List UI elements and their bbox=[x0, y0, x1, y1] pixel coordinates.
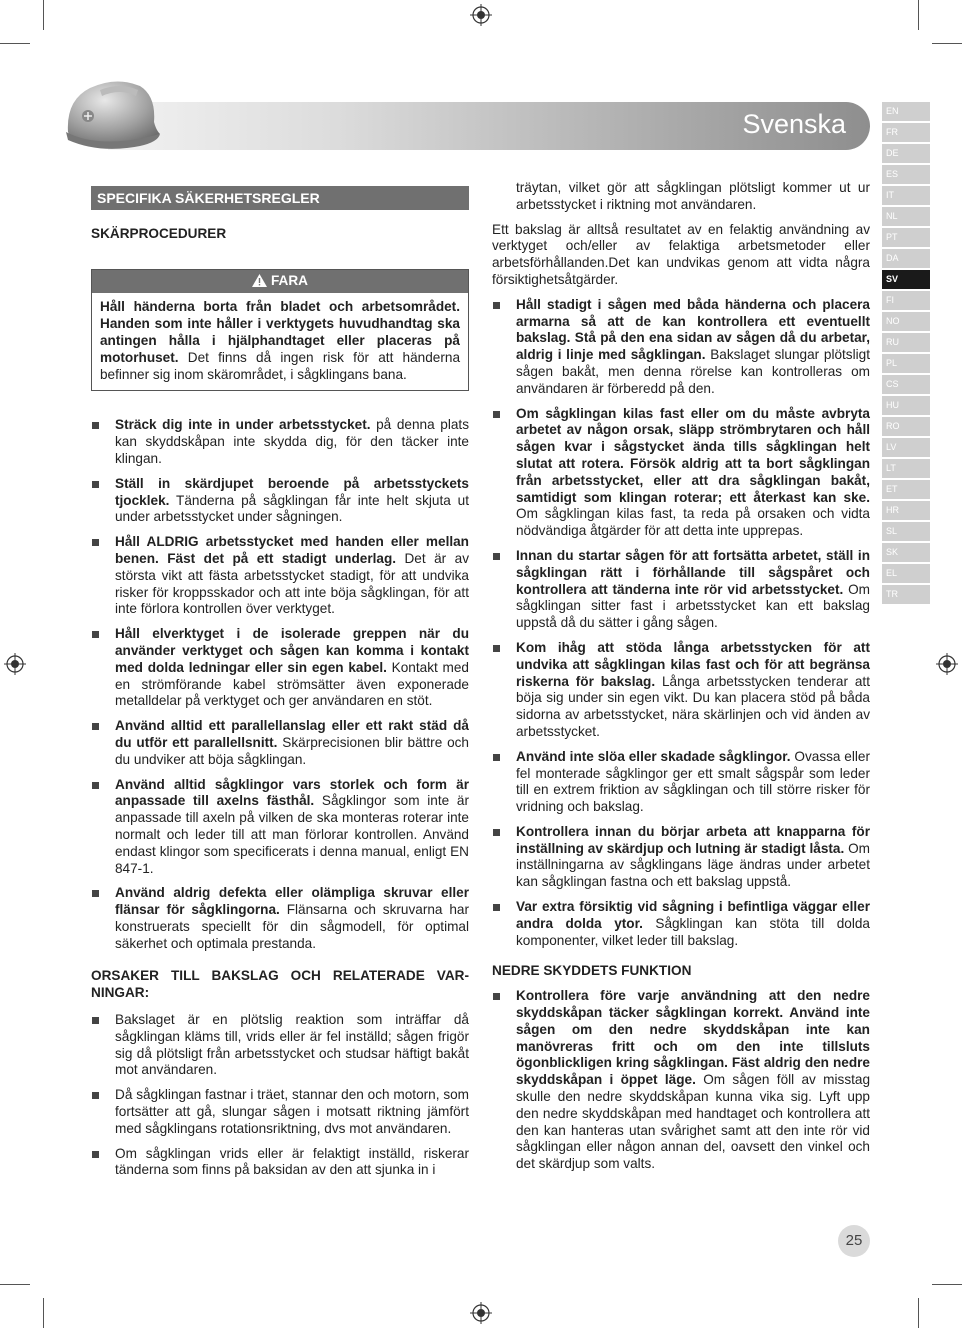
list-item-bold: Håll stadigt i sågen med båda händerna och placera armarna så att de kan kontrollera ett eventuellt bakslag. Stå på den ena sidan av sågen då du arbetar, aldrig i linje med sågklingan. bbox=[516, 296, 870, 363]
language-tab-de[interactable]: DE bbox=[882, 144, 930, 163]
list-item-text: Bakslaget slungar plötsligt sågen bakåt, men denna rörelse kan kontrolleras om användaren är förberedd på den. bbox=[516, 347, 870, 396]
list-item: träytan, vilket gör att sågklingan plötsligt kommer ut ur arbetsstycket i riktning mot användaren. bbox=[516, 180, 870, 212]
subheading-cutting-procedures: SKÄRPROCEDURER bbox=[91, 225, 227, 241]
language-tab-cs[interactable]: CS bbox=[882, 375, 930, 394]
list-item bbox=[91, 534, 469, 618]
left-bullet-list bbox=[91, 417, 469, 952]
language-tab-fi[interactable]: FI bbox=[882, 291, 930, 310]
list-item: Då sågklingan fastnar i träet, stannar den och motorn, som fortsätter att gå, slungar sågen i motsatt riktning jämfört med sågklingans rotationsriktning, dvs mot användaren. bbox=[91, 1087, 469, 1137]
list-item bbox=[492, 988, 870, 1173]
crop-mark bbox=[918, 0, 919, 30]
language-tab-el[interactable]: EL bbox=[882, 564, 930, 583]
list-item bbox=[492, 406, 870, 540]
danger-box bbox=[91, 269, 469, 392]
helmet-icon bbox=[60, 70, 164, 156]
list-item-text: Om inställningarna av sågklingans läge ändras under arbetet kan sågklingan fastna och ett bakslag uppstå. bbox=[516, 840, 870, 890]
list-item-bold: Sträck dig inte in under arbetsstycket. bbox=[115, 417, 371, 433]
list-item-text: Om sågklingan kilas fast, ta reda på orsaken och vidta nödvändiga åtgärder för att detta inte upprepas. bbox=[516, 506, 870, 539]
language-tab-pt[interactable]: PT bbox=[882, 228, 930, 247]
list-item-text: Sågklingor som inte är anpassade till axeln på vilken de ska monteras roterar inte normalt och leder till att man förlorar kontrollen. Använd endast klingor som specificerats i denna manual, enligt EN 847-1. bbox=[115, 793, 469, 876]
subheading-lower-guard: NEDRE SKYDDETS FUNKTION bbox=[492, 963, 692, 979]
registration-mark-icon bbox=[470, 4, 492, 26]
list-item bbox=[492, 640, 870, 741]
right-column bbox=[492, 180, 870, 1181]
language-tab-da[interactable]: DA bbox=[882, 249, 930, 268]
crop-mark bbox=[932, 1284, 962, 1285]
language-tab-it[interactable]: IT bbox=[882, 186, 930, 205]
language-tab-hr[interactable]: HR bbox=[882, 501, 930, 520]
crop-mark bbox=[43, 1298, 44, 1328]
danger-text bbox=[92, 293, 468, 390]
registration-mark-icon bbox=[936, 653, 958, 675]
crop-mark bbox=[0, 1284, 30, 1285]
language-tab-es[interactable]: ES bbox=[882, 165, 930, 184]
subheading-kickback: ORSAKER TILL BAKSLAG OCH RELATERADE VAR-NINGAR: bbox=[91, 968, 469, 1001]
right-bullet-list bbox=[492, 297, 870, 950]
list-item-bold: Använd aldrig defekta eller olämpliga skruvar eller flänsar för sågklingorna. bbox=[115, 885, 469, 918]
list-item bbox=[91, 718, 469, 768]
list-item-bold: Om sågklingan kilas fast eller om du måste avbryta arbetet av någon orsak, släpp strömbrytaren och håll sågen kvar i sågstycket ända tills sågklingan helt slutat att rotera. Försök aldrig att ta bort sågklingan från arbetsstycket, eller att dra sågklingan bakåt, samtidigt som klingan roterar; ett återkast kan ske. bbox=[516, 405, 870, 505]
list-item-bold: Kom ihåg att stöda långa arbetsstycken för att undvika att sågklingan kilas fast och för att begränsa riskerna för bakslag. bbox=[516, 639, 870, 689]
list-item-bold: Håll ALDRIG arbetsstycket med handen eller mellan benen. Fäst det på ett stadigt underlag. bbox=[115, 534, 469, 566]
list-item-bold: Håll elverktyget i de isolerade greppen när du använder verktyget och sågen kan komma i kontakt med dolda ledningar eller sin egen kabel. bbox=[115, 626, 469, 675]
list-item-text: Om sågklingan sitter fast i arbetsstycket kan ett bakslag uppstå då du sätter i gång sågen. bbox=[516, 581, 870, 631]
crop-mark bbox=[43, 0, 44, 30]
list-item: Bakslaget är en plötslig reaktion som inträffar då sågklingan kläms till, vrids eller är fel inställd; sågen frigör sig då plötsligt från arbetsstycket och studsar häftigt bakåt mot användaren. bbox=[91, 1012, 469, 1079]
list-item bbox=[91, 777, 469, 878]
language-tab-sl[interactable]: SL bbox=[882, 522, 930, 541]
danger-bold-text: Håll händerna borta från bladet och arbetsområdet. Handen som inte håller i verktygets huvudhandtag ska antingen hålla i hjälphandtaget eller placeras på motorhuset. bbox=[100, 299, 460, 365]
list-item-bold: Kontrollera före varje användning att den nedre skyddskåpan täcker sågklingan korrekt. Använd inte sågen om den nedre skyddskåpan inte kan manövreras fritt och om den inte tillsluts ögonblickligen kring sågklingan. Fäst aldrig den nedre skyddskåpan i öppet läge. bbox=[516, 988, 870, 1088]
language-tab-en[interactable]: EN bbox=[882, 102, 930, 121]
language-tab-pl[interactable]: PL bbox=[882, 354, 930, 373]
crop-mark bbox=[0, 43, 30, 44]
crop-mark bbox=[932, 43, 962, 44]
language-tab-lt[interactable]: LT bbox=[882, 459, 930, 478]
language-tab-hu[interactable]: HU bbox=[882, 396, 930, 415]
list-item-text: Tänderna på sågklingan får inte helt skjuta ut under arbetsstycket under sågningen. bbox=[115, 492, 469, 525]
language-tab-fr[interactable]: FR bbox=[882, 123, 930, 142]
list-item-text: Sågklingan kan stöta till dolda komponenter, vilket leder till bakslag. bbox=[516, 915, 870, 948]
list-item: Om sågklingan vrids eller är felaktigt inställd, riskerar tänderna som finns på baksidan av den att sjunka in i bbox=[91, 1146, 469, 1180]
language-tab-et[interactable]: ET bbox=[882, 480, 930, 499]
list-item-bold: Använd alltid sågklingor vars storlek och form är anpassade till axelns fästhål. bbox=[115, 776, 469, 809]
language-tab-lv[interactable]: LV bbox=[882, 438, 930, 457]
language-tabs bbox=[882, 102, 930, 606]
list-item-bold: Var extra försiktig vid sågning i befintliga väggar eller andra dolda ytor. bbox=[516, 899, 870, 931]
list-item-bold: Använd inte slöa eller skadade sågklingor. bbox=[516, 748, 791, 764]
registration-mark-icon bbox=[4, 653, 26, 675]
danger-plain-text: Det finns då ingen risk för att händerna befinner sig inom skärområdet, i sågklingans bana. bbox=[100, 349, 460, 382]
list-item-text: på denna plats kan skyddskåpan inte skydda dig, för den täcker inte klingan. bbox=[115, 417, 469, 466]
lower-guard-bullet-list bbox=[492, 988, 870, 1173]
list-item bbox=[492, 749, 870, 816]
page-title: Svenska bbox=[742, 109, 846, 139]
list-item-bold: Ställ in skärdjupet beroende på arbetsstyckets tjocklek. bbox=[115, 475, 469, 508]
list-item bbox=[91, 626, 469, 710]
language-tab-sk[interactable]: SK bbox=[882, 543, 930, 562]
danger-label: FARA bbox=[270, 272, 308, 288]
list-item bbox=[492, 548, 870, 632]
section-title: SPECIFIKA SÄKERHETSREGLER bbox=[91, 186, 469, 210]
kickback-bullet-list bbox=[91, 1012, 469, 1179]
language-tab-no[interactable]: NO bbox=[882, 312, 930, 331]
list-item bbox=[492, 899, 870, 949]
list-item-text: Om sågen föll av misstag skulle den nedre skyddskåpan kunna vika sig. Lyft upp den nedre skyddskåpan med handtaget och kontrollera att den kan hanteras utan svårighet samt att den inte rör vid sågklingan eller någon annan del, oavsett den vinkel och det skärdjup som valts. bbox=[516, 1072, 871, 1172]
language-tab-nl[interactable]: NL bbox=[882, 207, 930, 226]
list-item-text: Skärprecisionen blir bättre och du undviker att böja sågklingan. bbox=[115, 734, 469, 767]
language-tab-ro[interactable]: RO bbox=[882, 417, 930, 436]
language-tab-ru[interactable]: RU bbox=[882, 333, 930, 352]
continued-bullet bbox=[492, 180, 870, 214]
warning-triangle-icon bbox=[252, 274, 267, 287]
header-banner bbox=[108, 102, 870, 150]
page-number: 25 bbox=[838, 1225, 870, 1257]
kickback-paragraph: Ett bakslag är alltså resultatet av en felaktig användning av verktyget och/eller av felaktiga arbetsmetoder eller arbetsförhållanden.Det kan undvikas genom att vidta några försiktighetsåtgärder. bbox=[492, 221, 870, 287]
list-item bbox=[492, 297, 870, 398]
registration-mark-icon bbox=[470, 1302, 492, 1324]
list-item bbox=[91, 417, 469, 467]
list-item-bold: Innan du startar sågen för att fortsätta arbetet, ställ in sågklingan rätt i förhållande till sågspåret och kontrollera att tänderna inte rör vid arbetsstycket. bbox=[516, 547, 870, 597]
list-item bbox=[91, 885, 469, 952]
list-item-text: Ovassa eller fel monterade sågklingor ger ett smalt sågspår som leder till en extrem friktion av sågklingan och till större risker för vridning och bakslag. bbox=[516, 748, 870, 815]
list-item-text: Flänsarna och skruvarna har konstruerats speciellt för din sågmodell, för optimal säkerhet och optimala prestanda. bbox=[115, 902, 469, 951]
list-item-bold: Kontrollera innan du börjar arbeta att knapparna för inställning av skärdjup och lutning är stadigt låsta. bbox=[516, 823, 870, 856]
list-item-text: Kontakt med en strömförande kabel strömsätter även exponerade metalldelar på verktyget och ger användaren en stöt. bbox=[115, 659, 469, 709]
language-tab-sv[interactable]: SV bbox=[882, 270, 930, 289]
list-item-text: Långa arbetsstycken tenderar att böja sig under sin egen vikt. Du kan placera stöd på båda sidorna av arbetsstycket, nära skärlinjen och vid änden av arbetsstycket. bbox=[516, 673, 870, 739]
list-item bbox=[91, 476, 469, 526]
crop-mark bbox=[918, 1298, 919, 1328]
left-column bbox=[91, 180, 469, 1187]
danger-header bbox=[92, 270, 468, 294]
language-tab-tr[interactable]: TR bbox=[882, 585, 930, 604]
list-item-bold: Använd alltid ett parallellanslag eller ett rakt städ då du utför ett parallellsnitt. bbox=[115, 718, 469, 750]
list-item-text: Det är av största vikt att fästa arbetsstycket stadigt, för att undvika risker för kroppsskador och att inte böja sågklingan, för att inte förlora kontrollen över verktyget. bbox=[115, 550, 469, 617]
list-item bbox=[492, 824, 870, 891]
